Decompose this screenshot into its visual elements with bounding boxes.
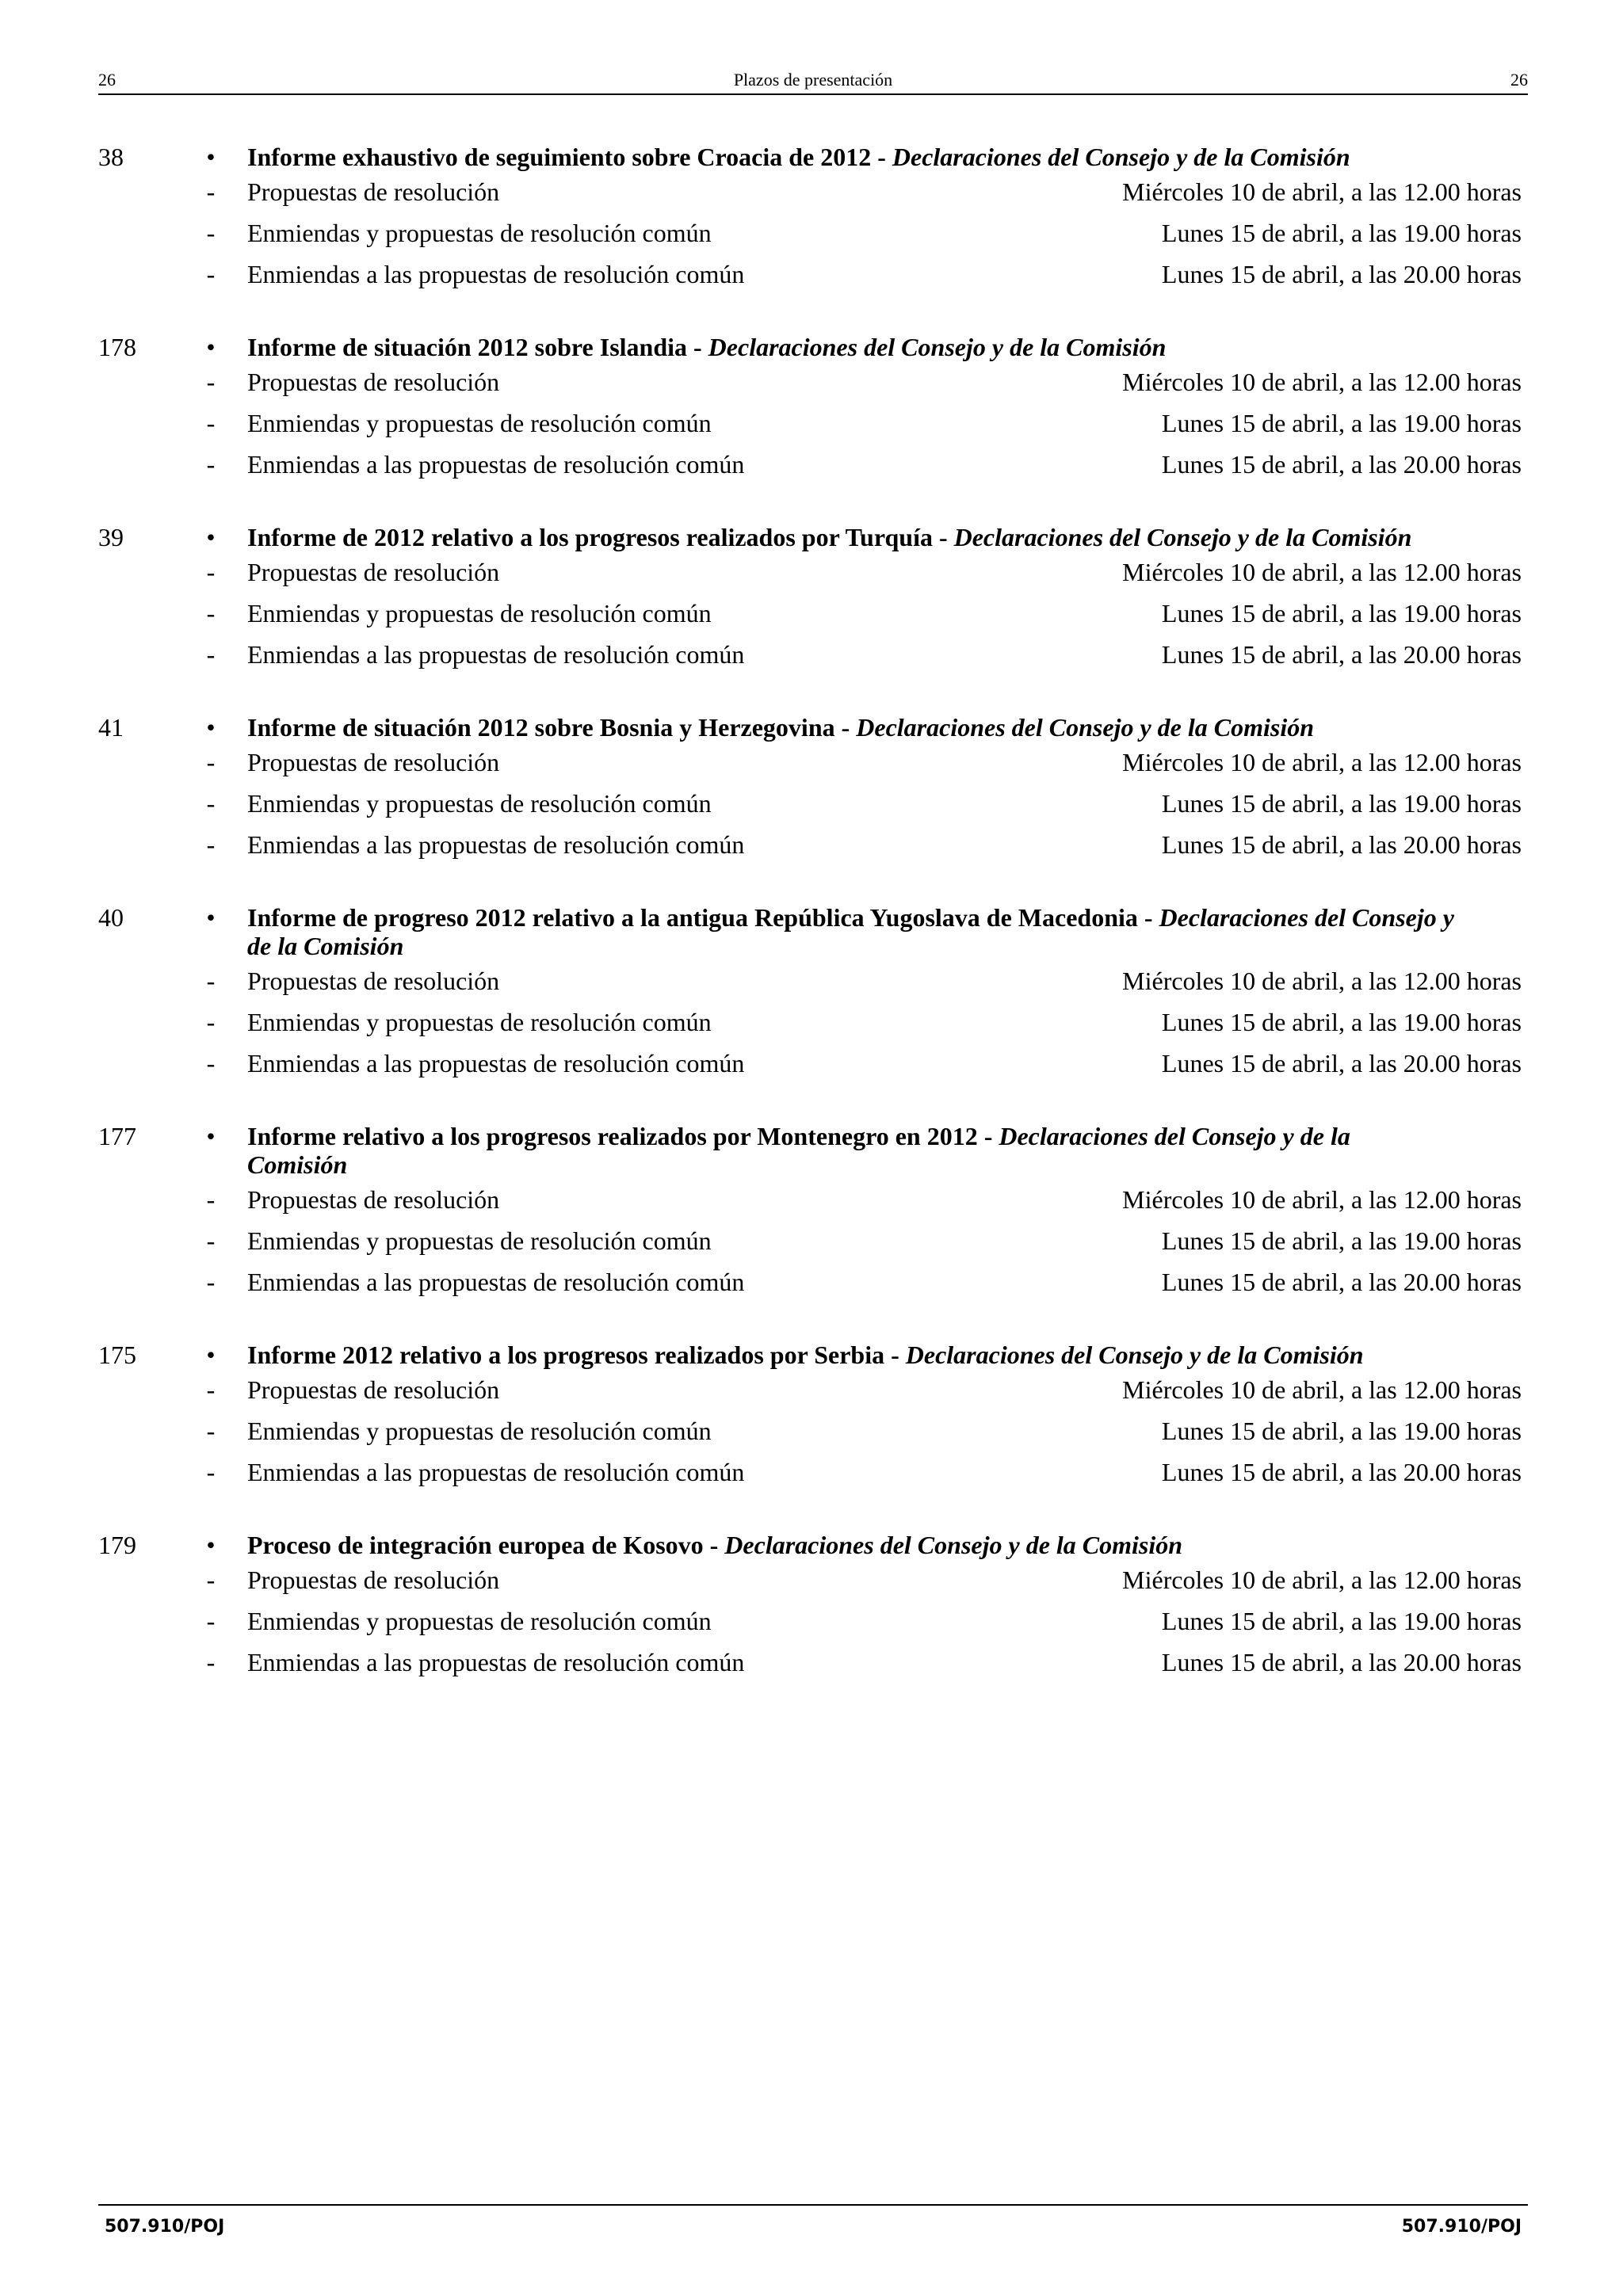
dash-marker: - [206, 368, 216, 396]
deadline-label: Enmiendas a las propuestas de resolución común [247, 640, 745, 669]
bullet-icon: • [206, 903, 216, 932]
agenda-item-header [98, 1341, 1528, 1369]
page-header [98, 70, 1528, 95]
deadline-date: Lunes 15 de abril, a las 20.00 horas [1161, 1458, 1522, 1486]
deadline-date: Miércoles 10 de abril, a las 12.00 horas [1122, 558, 1522, 586]
dash-marker: - [206, 1226, 216, 1255]
item-number: 175 [98, 1341, 136, 1369]
dash-marker: - [206, 450, 216, 479]
deadline-row [98, 171, 1528, 212]
deadline-date: Lunes 15 de abril, a las 19.00 horas [1161, 1607, 1522, 1635]
title-separator: - [703, 1531, 725, 1559]
item-number: 179 [98, 1531, 136, 1559]
deadline-date: Miércoles 10 de abril, a las 12.00 horas [1122, 177, 1522, 206]
deadline-date: Miércoles 10 de abril, a las 12.00 horas [1122, 967, 1522, 995]
item-number: 177 [98, 1122, 136, 1150]
deadline-label: Enmiendas y propuestas de resolución común [247, 409, 712, 437]
deadline-label: Enmiendas y propuestas de resolución común [247, 1417, 712, 1445]
deadline-row [98, 824, 1528, 865]
agenda-item-header [98, 713, 1528, 742]
deadline-label: Propuestas de resolución [247, 368, 500, 396]
header-page-number-right: 26 [1510, 70, 1528, 90]
title-separator: - [1137, 903, 1159, 932]
dash-marker: - [206, 260, 216, 288]
deadline-row [98, 1261, 1528, 1302]
dash-marker: - [206, 1607, 216, 1635]
item-title-text: Informe 2012 relativo a los progresos realizados por Serbia [247, 1341, 885, 1369]
dash-marker: - [206, 1375, 216, 1404]
deadline-label: Enmiendas a las propuestas de resolución común [247, 450, 745, 479]
deadline-row [98, 960, 1528, 1001]
dash-marker: - [206, 1268, 216, 1296]
item-title-text: Informe relativo a los progresos realizados por Montenegro en 2012 [247, 1122, 978, 1150]
deadline-date: Lunes 15 de abril, a las 20.00 horas [1161, 1648, 1522, 1676]
item-title-text: Informe exhaustivo de seguimiento sobre Croacia de 2012 [247, 143, 872, 171]
bullet-icon: • [206, 1341, 216, 1369]
footer-reference-right: 507.910/POJ [1401, 2217, 1522, 2237]
bullet-icon: • [206, 1122, 216, 1150]
deadline-row [98, 1179, 1528, 1220]
deadline-date: Lunes 15 de abril, a las 20.00 horas [1161, 260, 1522, 288]
deadline-label: Propuestas de resolución [247, 558, 500, 586]
item-title-text: Informe de progreso 2012 relativo a la antigua República Yugoslava de Macedonia [247, 903, 1138, 932]
agenda-item-header [98, 333, 1528, 361]
deadline-date: Lunes 15 de abril, a las 20.00 horas [1161, 830, 1522, 859]
agenda-item [98, 1341, 1528, 1493]
item-title-text: Informe de situación 2012 sobre Bosnia y Herzegovina [247, 713, 835, 742]
deadline-row [98, 212, 1528, 254]
item-subtitle: Declaraciones del Consejo y de la Comisión [905, 1341, 1364, 1369]
deadline-date: Lunes 15 de abril, a las 19.00 horas [1161, 599, 1522, 627]
dash-marker: - [206, 1458, 216, 1486]
item-subtitle: Declaraciones del Consejo y de la Comisión [708, 333, 1167, 361]
deadline-date: Miércoles 10 de abril, a las 12.00 horas [1122, 1185, 1522, 1214]
deadline-row [98, 742, 1528, 783]
deadline-row [98, 593, 1528, 634]
item-number: 178 [98, 333, 136, 361]
dash-marker: - [206, 1648, 216, 1676]
agenda-item-header [98, 903, 1528, 960]
item-subtitle: Declaraciones del Consejo y de la Comisión [856, 713, 1315, 742]
deadline-label: Propuestas de resolución [247, 1185, 500, 1214]
deadline-date: Lunes 15 de abril, a las 19.00 horas [1161, 219, 1522, 247]
deadline-date: Miércoles 10 de abril, a las 12.00 horas [1122, 368, 1522, 396]
agenda-item [98, 903, 1528, 1084]
deadline-label: Propuestas de resolución [247, 177, 500, 206]
item-title [247, 713, 1528, 742]
deadline-date: Lunes 15 de abril, a las 20.00 horas [1161, 1268, 1522, 1296]
header-title: Plazos de presentación [733, 70, 893, 90]
agenda-item [98, 1531, 1528, 1683]
bullet-icon: • [206, 1531, 216, 1559]
deadline-row [98, 1043, 1528, 1084]
deadline-label: Propuestas de resolución [247, 748, 500, 776]
deadline-row [98, 402, 1528, 444]
deadline-label: Propuestas de resolución [247, 1566, 500, 1594]
deadline-label: Enmiendas a las propuestas de resolución común [247, 1049, 745, 1077]
item-subtitle: Declaraciones del Consejo y de la Comisión [247, 903, 1454, 960]
deadline-row [98, 254, 1528, 295]
dash-marker: - [206, 1008, 216, 1036]
deadline-row [98, 1001, 1528, 1043]
deadline-list [98, 143, 1528, 1721]
item-title [247, 143, 1528, 171]
deadline-row [98, 1642, 1528, 1683]
title-separator: - [932, 523, 954, 551]
bullet-icon: • [206, 333, 216, 361]
deadline-date: Lunes 15 de abril, a las 20.00 horas [1161, 1049, 1522, 1077]
page-footer [98, 2204, 1528, 2237]
agenda-item [98, 523, 1528, 675]
dash-marker: - [206, 967, 216, 995]
deadline-date: Lunes 15 de abril, a las 20.00 horas [1161, 640, 1522, 669]
dash-marker: - [206, 1417, 216, 1445]
deadline-date: Lunes 15 de abril, a las 19.00 horas [1161, 1008, 1522, 1036]
deadline-label: Enmiendas a las propuestas de resolución común [247, 1648, 745, 1676]
item-subtitle: Declaraciones del Consejo y de la Comisión [247, 1122, 1350, 1179]
deadline-date: Lunes 15 de abril, a las 19.00 horas [1161, 409, 1522, 437]
bullet-icon: • [206, 523, 216, 551]
dash-marker: - [206, 748, 216, 776]
dash-marker: - [206, 219, 216, 247]
title-separator: - [884, 1341, 906, 1369]
deadline-row [98, 783, 1528, 824]
deadline-label: Enmiendas y propuestas de resolución común [247, 789, 712, 818]
deadline-row [98, 1559, 1528, 1600]
deadline-date: Miércoles 10 de abril, a las 12.00 horas [1122, 748, 1522, 776]
deadline-label: Enmiendas y propuestas de resolución común [247, 219, 712, 247]
item-number: 38 [98, 143, 124, 171]
deadline-row [98, 1600, 1528, 1642]
dash-marker: - [206, 1566, 216, 1594]
item-subtitle: Declaraciones del Consejo y de la Comisión [724, 1531, 1183, 1559]
dash-marker: - [206, 640, 216, 669]
deadline-row [98, 1369, 1528, 1410]
item-subtitle: Declaraciones del Consejo y de la Comisión [892, 143, 1350, 171]
deadline-label: Propuestas de resolución [247, 1375, 500, 1404]
deadline-date: Lunes 15 de abril, a las 20.00 horas [1161, 450, 1522, 479]
title-separator: - [834, 713, 857, 742]
item-number: 40 [98, 903, 124, 932]
item-number: 39 [98, 523, 124, 551]
item-title [247, 903, 1528, 960]
item-title [247, 1341, 1528, 1369]
header-page-number-left: 26 [98, 70, 116, 90]
deadline-row [98, 444, 1528, 485]
deadline-row [98, 1220, 1528, 1261]
item-title [247, 1122, 1528, 1179]
agenda-item [98, 713, 1528, 865]
deadline-label: Enmiendas a las propuestas de resolución común [247, 1458, 745, 1486]
item-title [247, 1531, 1528, 1559]
title-separator: - [977, 1122, 999, 1150]
deadline-row [98, 1410, 1528, 1451]
deadline-date: Miércoles 10 de abril, a las 12.00 horas [1122, 1566, 1522, 1594]
deadline-date: Lunes 15 de abril, a las 19.00 horas [1161, 789, 1522, 818]
item-title [247, 523, 1528, 551]
item-number: 41 [98, 713, 124, 742]
dash-marker: - [206, 1185, 216, 1214]
deadline-label: Enmiendas a las propuestas de resolución común [247, 260, 745, 288]
item-title [247, 333, 1528, 361]
title-separator: - [687, 333, 708, 361]
deadline-label: Enmiendas y propuestas de resolución común [247, 599, 712, 627]
item-title-text: Proceso de integración europea de Kosovo [247, 1531, 704, 1559]
agenda-item [98, 333, 1528, 485]
item-title-text: Informe de 2012 relativo a los progresos realizados por Turquía [247, 523, 933, 551]
item-title-text: Informe de situación 2012 sobre Islandia [247, 333, 688, 361]
deadline-date: Lunes 15 de abril, a las 19.00 horas [1161, 1226, 1522, 1255]
dash-marker: - [206, 1049, 216, 1077]
deadline-row [98, 1451, 1528, 1493]
dash-marker: - [206, 599, 216, 627]
deadline-row [98, 551, 1528, 593]
deadline-label: Enmiendas a las propuestas de resolución común [247, 830, 745, 859]
dash-marker: - [206, 789, 216, 818]
deadline-row [98, 634, 1528, 675]
deadline-label: Enmiendas y propuestas de resolución común [247, 1226, 712, 1255]
agenda-item-header [98, 1122, 1528, 1179]
footer-reference-left: 507.910/POJ [105, 2217, 225, 2237]
deadline-date: Lunes 15 de abril, a las 19.00 horas [1161, 1417, 1522, 1445]
deadline-date: Miércoles 10 de abril, a las 12.00 horas [1122, 1375, 1522, 1404]
title-separator: - [871, 143, 892, 171]
dash-marker: - [206, 177, 216, 206]
dash-marker: - [206, 830, 216, 859]
deadline-row [98, 361, 1528, 402]
deadline-label: Propuestas de resolución [247, 967, 500, 995]
deadline-label: Enmiendas a las propuestas de resolución común [247, 1268, 745, 1296]
dash-marker: - [206, 409, 216, 437]
dash-marker: - [206, 558, 216, 586]
agenda-item-header [98, 143, 1528, 171]
item-subtitle: Declaraciones del Consejo y de la Comisión [953, 523, 1412, 551]
deadline-label: Enmiendas y propuestas de resolución común [247, 1607, 712, 1635]
agenda-item-header [98, 523, 1528, 551]
agenda-item [98, 143, 1528, 295]
bullet-icon: • [206, 143, 216, 171]
agenda-item-header [98, 1531, 1528, 1559]
deadline-label: Enmiendas y propuestas de resolución común [247, 1008, 712, 1036]
bullet-icon: • [206, 713, 216, 742]
agenda-item [98, 1122, 1528, 1302]
